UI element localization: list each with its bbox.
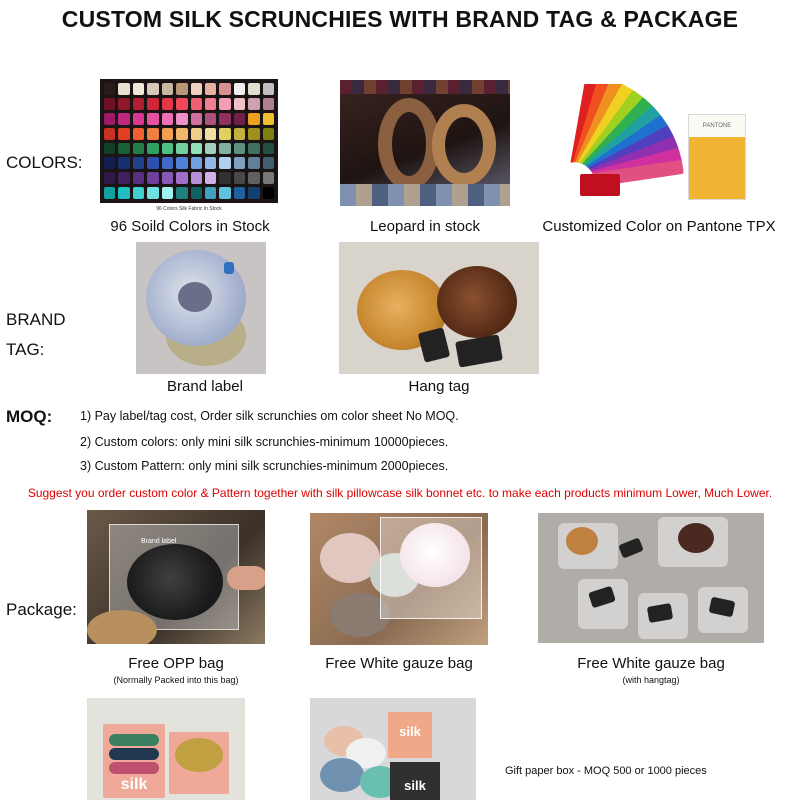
gift-box-brand-text-2: silk — [399, 724, 421, 739]
color-swatch — [133, 143, 144, 155]
pantone-swatch-card — [688, 114, 746, 200]
caption-hang-tag: Hang tag — [408, 378, 470, 395]
color-swatch — [219, 172, 230, 184]
gift-box-photo-2 — [310, 698, 476, 800]
color-swatch — [147, 128, 158, 140]
color-swatch — [118, 187, 129, 199]
color-swatch — [147, 187, 158, 199]
color-swatch — [162, 187, 173, 199]
color-swatch — [205, 128, 216, 140]
caption-white-gauze-bag: Free White gauze bag — [325, 655, 473, 672]
color-swatch — [248, 113, 259, 125]
caption-opp-bag: Free OPP bag — [128, 655, 224, 672]
scrunchie-center — [178, 282, 212, 312]
gift-box-brand-text-3: silk — [404, 778, 426, 793]
color-swatch — [248, 128, 259, 140]
color-swatch — [133, 187, 144, 199]
page-title: CUSTOM SILK SCRUNCHIES WITH BRAND TAG & PACKAGE — [61, 6, 739, 32]
color-swatch — [104, 157, 115, 169]
color-swatch — [263, 157, 274, 169]
package-label: Package: — [6, 600, 77, 619]
color-swatch — [248, 187, 259, 199]
color-swatch — [133, 128, 144, 140]
color-swatch — [147, 113, 158, 125]
color-swatch — [191, 143, 202, 155]
color-swatch — [176, 128, 187, 140]
color-swatch — [234, 172, 245, 184]
color-swatch — [147, 83, 158, 95]
color-swatch — [191, 98, 202, 110]
color-swatch — [219, 128, 230, 140]
gauze-bag — [380, 517, 482, 619]
color-swatch — [133, 157, 144, 169]
scrunchie-row-bottom — [340, 184, 510, 206]
color-swatch — [162, 172, 173, 184]
gift-box-pink-2 — [169, 732, 229, 794]
color-swatch — [263, 83, 274, 95]
color-swatch — [205, 113, 216, 125]
color-swatch — [205, 143, 216, 155]
colors-label: COLORS: — [6, 153, 83, 172]
opp-bag-label-text: Brand label — [141, 538, 177, 545]
leopard-scrunchie-left — [378, 98, 440, 190]
caption-gauze-bag-hangtag: Free White gauze bag — [577, 655, 725, 672]
color-swatch — [133, 172, 144, 184]
hang-tag-d — [618, 537, 644, 558]
color-swatch — [147, 157, 158, 169]
subcaption-opp-bag: (Normally Packed into this bag) — [113, 675, 239, 685]
gift-box-note: Gift paper box - MOQ 500 or 1000 pieces — [505, 765, 707, 777]
hang-tag-photo — [339, 242, 539, 374]
moq-line-2: 2) Custom colors: only mini silk scrunchies-minimum 10000pieces. — [80, 435, 449, 449]
color-swatch — [205, 187, 216, 199]
caption-brand-label: Brand label — [167, 378, 243, 395]
hang-tag-right — [455, 334, 503, 367]
leopard-scrunchie-right — [432, 104, 496, 186]
color-swatch — [147, 172, 158, 184]
blue-scrunchie-2 — [320, 758, 364, 792]
color-swatch — [219, 113, 230, 125]
color-swatch — [234, 113, 245, 125]
color-swatch — [104, 98, 115, 110]
color-swatch — [234, 83, 245, 95]
color-swatch — [176, 83, 187, 95]
color-swatch — [191, 187, 202, 199]
color-swatch — [133, 113, 144, 125]
moq-line-1: 1) Pay label/tag cost, Order silk scrunchies om color sheet No MOQ. — [80, 409, 459, 423]
scrunchie-row-top — [340, 80, 510, 94]
gold-scrunchie-pile — [87, 610, 157, 644]
color-swatch — [176, 172, 187, 184]
color-swatch — [118, 98, 129, 110]
color-swatch — [162, 98, 173, 110]
color-swatch — [104, 83, 115, 95]
color-swatch — [263, 98, 274, 110]
color-swatch — [176, 113, 187, 125]
pantone-book-cover — [580, 174, 620, 196]
pantone-photo — [560, 84, 752, 202]
gold-scrunchie-small — [566, 527, 598, 555]
color-swatch — [104, 187, 115, 199]
color-swatch — [205, 98, 216, 110]
brand-label-tag — [224, 262, 234, 274]
color-swatch — [147, 98, 158, 110]
color-swatch — [263, 113, 274, 125]
gift-box-black — [390, 762, 440, 800]
color-swatch — [104, 128, 115, 140]
color-swatch — [234, 98, 245, 110]
color-swatch — [162, 157, 173, 169]
color-swatch — [104, 143, 115, 155]
caption-pantone: Customized Color on Pantone TPX — [542, 218, 776, 235]
color-swatch — [162, 113, 173, 125]
color-swatch — [191, 83, 202, 95]
color-swatch — [104, 172, 115, 184]
color-swatch — [191, 172, 202, 184]
moq-line-3: 3) Custom Pattern: only mini silk scrunchies-minimum 2000pieces. — [80, 459, 449, 473]
color-swatch — [191, 113, 202, 125]
color-swatch — [176, 143, 187, 155]
color-swatch — [219, 98, 230, 110]
color-swatch — [219, 157, 230, 169]
color-swatch — [263, 128, 274, 140]
color-swatch — [263, 143, 274, 155]
color-swatch — [219, 83, 230, 95]
brown-scrunchie-small — [678, 523, 714, 553]
color-swatch — [133, 83, 144, 95]
gift-box-pink — [103, 724, 165, 798]
color-swatch — [234, 187, 245, 199]
color-swatch — [248, 83, 259, 95]
color-swatch — [133, 98, 144, 110]
color-swatch — [147, 143, 158, 155]
color-swatch — [205, 83, 216, 95]
brand-label-line1: BRAND — [6, 310, 66, 329]
leopard-photo — [340, 80, 510, 206]
gift-box-photo-1 — [87, 698, 245, 800]
color-swatch — [219, 187, 230, 199]
gift-box-brand-text: silk — [120, 776, 148, 793]
color-swatch — [162, 83, 173, 95]
color-swatch — [118, 113, 129, 125]
color-swatch — [118, 157, 129, 169]
color-swatch — [219, 143, 230, 155]
caption-leopard: Leopard in stock — [369, 218, 481, 235]
gift-box-orange — [388, 712, 432, 758]
color-swatch — [162, 128, 173, 140]
color-swatch — [176, 98, 187, 110]
moq-label: MOQ: — [6, 407, 53, 426]
caption-solid-colors: 96 Soild Colors in Stock — [110, 218, 270, 235]
opp-bag-photo — [87, 510, 265, 644]
color-swatch — [118, 128, 129, 140]
color-swatch — [118, 83, 129, 95]
pantone-card-text: PANTONE — [689, 115, 745, 137]
color-swatch — [248, 172, 259, 184]
hand — [227, 566, 265, 590]
brand-label-photo — [136, 242, 266, 374]
color-swatch — [205, 157, 216, 169]
subcaption-gauze-bag-hangtag: (with hangtag) — [622, 675, 680, 685]
color-swatch — [263, 187, 274, 199]
color-grid-photo — [100, 79, 278, 215]
color-swatch — [104, 113, 115, 125]
color-swatch — [248, 143, 259, 155]
color-swatch — [248, 157, 259, 169]
suggestion-note: Suggest you order custom color & Pattern together with silk pillowcase silk bonnet etc. to make each products minimum Lower, Much Lower. — [27, 486, 773, 500]
color-swatch — [176, 187, 187, 199]
color-swatch — [162, 143, 173, 155]
color-grid-photo-text: 96 Colors Silk Fabric In Stock — [100, 203, 278, 215]
hang-tag-left — [418, 327, 450, 362]
color-swatch — [234, 128, 245, 140]
color-swatch — [234, 143, 245, 155]
white-gauze-bag-photo — [310, 513, 488, 645]
brand-label-line2: TAG: — [6, 340, 45, 359]
color-swatch — [118, 172, 129, 184]
brown-scrunchie — [437, 266, 517, 338]
black-scrunchie — [127, 544, 223, 620]
color-swatch — [263, 172, 274, 184]
color-swatch — [176, 157, 187, 169]
color-swatch — [205, 172, 216, 184]
color-swatch-grid — [100, 79, 278, 203]
color-swatch — [248, 98, 259, 110]
color-swatch — [191, 128, 202, 140]
color-swatch — [191, 157, 202, 169]
color-swatch — [118, 143, 129, 155]
color-swatch — [234, 157, 245, 169]
gauze-bag-hangtag-photo — [538, 513, 764, 643]
